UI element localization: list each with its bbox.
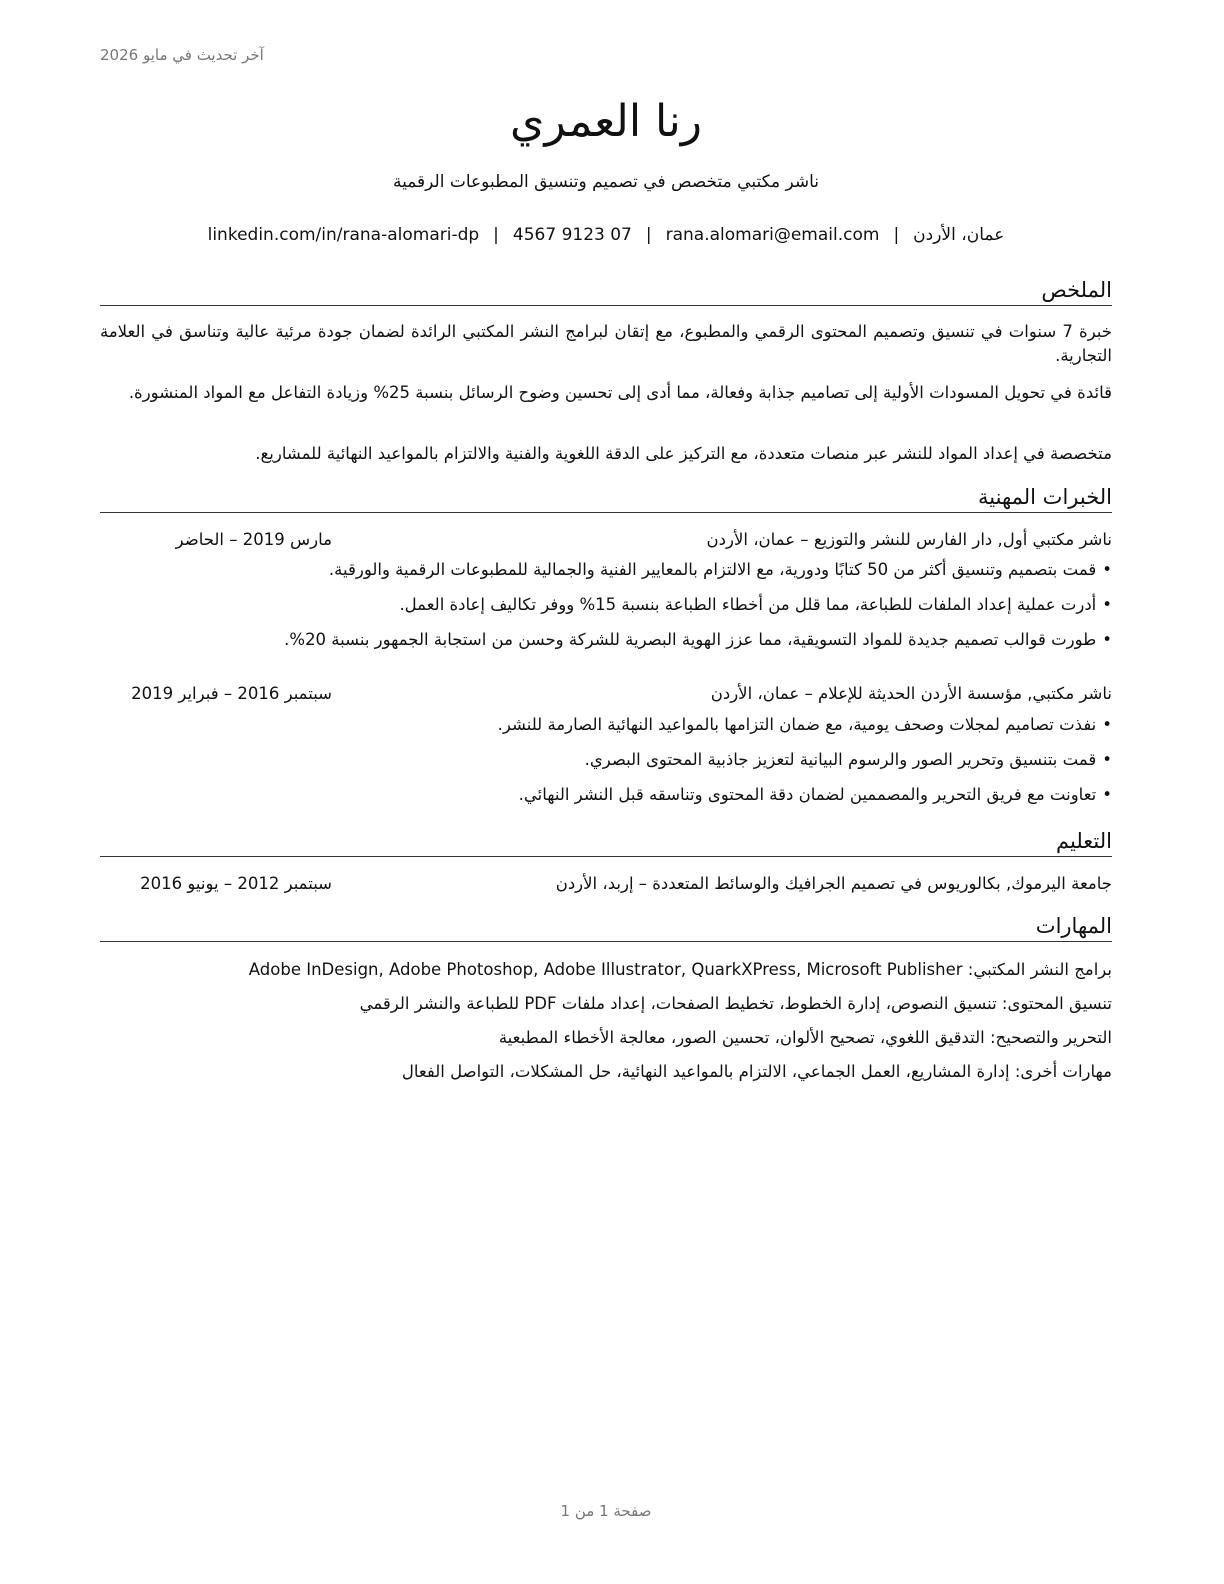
job-dates: مارس 2019 – الحاضر [175, 530, 332, 549]
bullet-glyph: • [1102, 750, 1112, 769]
contact-separator: | [645, 225, 652, 245]
contact-line [100, 223, 1112, 247]
education-title: جامعة اليرموك, بكالوريوس في تصميم الجرافيك والوسائط المتعددة – إربد، الأردن [555, 874, 1112, 893]
job-bullet: •تعاونت مع فريق التحرير والمصممين لضمان دقة المحتوى وتناسقه قبل النشر النهائي. [100, 782, 1112, 808]
job-title: ناشر مكتبي أول, دار الفارس للنشر والتوزيع – عمان، الأردن [706, 530, 1112, 549]
bullet-glyph: • [1102, 630, 1112, 649]
bullet-glyph: • [1102, 715, 1112, 734]
section-title-experience: الخبرات المهنية [100, 483, 1112, 513]
job-bullet: •نفذت تصاميم لمجلات وصحف يومية، مع ضمان التزامها بالمواعيد النهائية الصارمة للنشر. [100, 712, 1112, 738]
summary-paragraph: قائدة في تحويل المسودات الأولية إلى تصاميم جذابة وفعالة، مما أدى إلى تحسين وضوح الرسائل بنسبة 25% وزيادة التفاعل مع المواد المنشورة. [128, 383, 1112, 402]
section-title-summary: الملخص [100, 276, 1112, 306]
section-title-education: التعليم [100, 827, 1112, 857]
contact-separator: | [893, 225, 900, 245]
skill-line: برامج النشر المكتبي: Adobe InDesign, Adobe Photoshop, Adobe Illustrator, QuarkXPress, Microsoft Publisher [248, 960, 1112, 979]
job-dates: سبتمبر 2016 – فبراير 2019 [131, 684, 332, 703]
job-bullet: •طورت قوالب تصميم جديدة للمواد التسويقية، مما عزز الهوية البصرية للشركة وحسن من استجابة الجمهور بنسبة 20%. [100, 627, 1112, 653]
resume-page [100, 0, 1112, 1584]
candidate-name: رنا العمري [510, 96, 702, 147]
last-updated-note: آخر تحديث في مايو 2026 [100, 46, 264, 64]
section-title-skills: المهارات [100, 912, 1112, 942]
bullet-glyph: • [1102, 595, 1112, 614]
summary-paragraph: متخصصة في إعداد المواد للنشر عبر منصات متعددة، مع التركيز على الدقة اللغوية والفنية والالتزام بالمواعيد النهائية للمشاريع. [255, 444, 1112, 463]
skill-line: تنسيق المحتوى: تنسيق النصوص، إدارة الخطوط، تخطيط الصفحات، إعداد ملفات PDF للطباعة والنشر الرقمي [359, 994, 1112, 1013]
education-dates: سبتمبر 2012 – يونيو 2016 [140, 874, 332, 893]
bullet-glyph: • [1102, 785, 1112, 804]
job-header [100, 527, 1112, 553]
job-bullet: •أدرت عملية إعداد الملفات للطباعة، مما قلل من أخطاء الطباعة بنسبة 15% ووفر تكاليف إعادة العمل. [100, 592, 1112, 618]
job-header [100, 681, 1112, 707]
contact-linkedin[interactable]: linkedin.com/in/rana-alomari-dp [207, 225, 480, 245]
skill-line: التحرير والتصحيح: التدقيق اللغوي، تصحيح الألوان، تحسين الصور، معالجة الأخطاء المطبعية [498, 1028, 1112, 1047]
skill-line: مهارات أخرى: إدارة المشاريع، العمل الجماعي، الالتزام بالمواعيد النهائية، حل المشكلات، التواصل الفعال [401, 1062, 1112, 1081]
summary-paragraph: خبرة 7 سنوات في تنسيق وتصميم المحتوى الرقمي والمطبوع، مع إتقان لبرامج النشر المكتبي الرائدة لضمان جودة مرئية عالية وتناسق في العلامة التجارية. [100, 322, 1112, 365]
contact-location: عمان، الأردن [913, 225, 1005, 245]
page-number: صفحة 1 من 1 [560, 1502, 652, 1520]
contact-phone: 4567 9123 07 [512, 225, 632, 245]
bullet-glyph: • [1102, 560, 1112, 579]
job-bullet: •قمت بتنسيق وتحرير الصور والرسوم البيانية لتعزيز جاذبية المحتوى البصري. [100, 747, 1112, 773]
job-title: ناشر مكتبي, مؤسسة الأردن الحديثة للإعلام – عمان، الأردن [710, 684, 1112, 703]
contact-email[interactable]: rana.alomari@email.com [665, 225, 880, 245]
candidate-tagline: ناشر مكتبي متخصص في تصميم وتنسيق المطبوعات الرقمية [392, 172, 820, 192]
education-entry [100, 871, 1112, 897]
contact-separator: | [493, 225, 499, 245]
job-bullet: •قمت بتصميم وتنسيق أكثر من 50 كتابًا ودورية، مع الالتزام بالمعايير الفنية والجمالية للمطبوعات الرقمية والورقية. [100, 557, 1112, 583]
